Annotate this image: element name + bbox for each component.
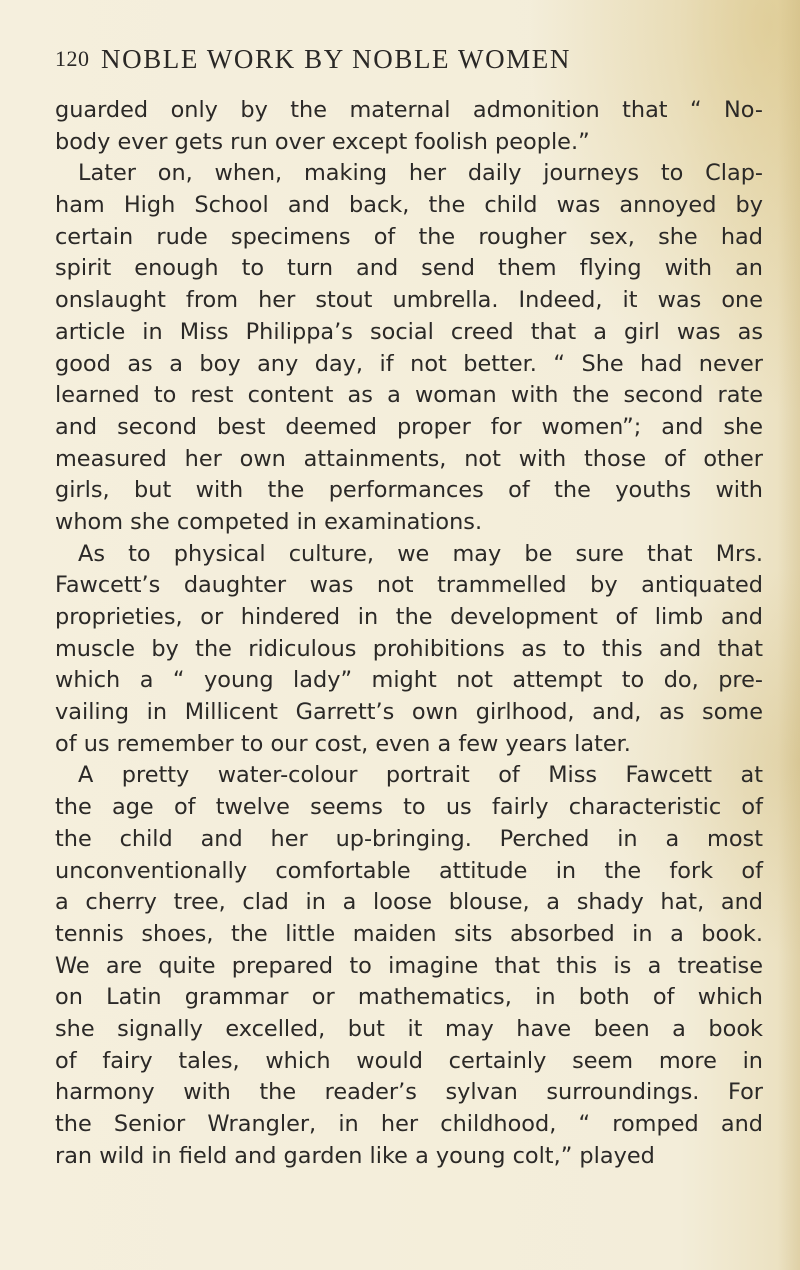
- text-line: article in Miss Philippa’s social creed that a girl was as: [55, 318, 763, 345]
- text-line: ran wild in field and garden like a young colt,” played: [55, 1142, 655, 1169]
- text-line: body ever gets run over except foolish people.”: [55, 128, 590, 155]
- page-number: 120: [55, 46, 90, 71]
- text-line: whom she competed in examinations.: [55, 508, 483, 535]
- text-line: the child and her up-bringing. Perched in a most: [55, 825, 763, 852]
- text-line: muscle by the ridiculous prohibitions as to this and that: [55, 635, 763, 662]
- text-line: learned to rest content as a woman with the second rate: [55, 382, 763, 409]
- text-line: Fawcett’s daughter was not trammelled by antiquated: [55, 572, 763, 599]
- text-line: good as a boy any day, if not better. “ She had never: [55, 350, 763, 377]
- text-line: girls, but with the performances of the youths with: [55, 477, 763, 504]
- page-edge-shading: [778, 0, 800, 1270]
- text-line: of us remember to our cost, even a few years later.: [55, 730, 631, 757]
- text-line: and second best deemed proper for women”; and she: [55, 413, 763, 440]
- text-line: harmony with the reader’s sylvan surroundings. For: [55, 1079, 763, 1106]
- text-line: the age of twelve seems to us fairly characteristic of: [55, 794, 763, 821]
- text-line: ham High School and back, the child was annoyed by: [55, 192, 763, 219]
- running-head: NOBLE WORK BY NOBLE WOMEN: [101, 44, 571, 74]
- text-line: tennis shoes, the little maiden sits absorbed in a book.: [55, 920, 763, 947]
- text-line: guarded only by the maternal admonition that “ No-: [55, 97, 763, 123]
- text-line: the Senior Wrangler, in her childhood, “ romped and: [55, 1111, 763, 1137]
- text-line: a cherry tree, clad in a loose blouse, a shady hat, and: [55, 889, 763, 916]
- text-line: on Latin grammar or mathematics, in both of which: [55, 984, 763, 1011]
- body-text: [55, 95, 763, 1172]
- text-line: of fairy tales, which would certainly seem more in: [55, 1047, 763, 1074]
- text-line: As to physical culture, we may be sure that Mrs.: [78, 540, 763, 567]
- text-line: vailing in Millicent Garrett’s own girlhood, and, as some: [55, 699, 763, 726]
- text-line: proprieties, or hindered in the development of limb and: [55, 604, 763, 630]
- text-line: spirit enough to turn and send them flying with an: [55, 255, 763, 282]
- text-line: which a “ young lady” might not attempt to do, pre-: [55, 667, 763, 694]
- text-line: she signally excelled, but it may have been a book: [55, 1015, 763, 1042]
- text-line: Later on, when, making her daily journeys to Clap-: [78, 160, 763, 187]
- page-header: [55, 44, 755, 78]
- text-line: We are quite prepared to imagine that this is a treatise: [55, 952, 763, 979]
- text-line: measured her own attainments, not with those of other: [55, 445, 763, 472]
- text-line: certain rude specimens of the rougher sex, she had: [55, 223, 763, 250]
- text-line: unconventionally comfortable attitude in the fork of: [55, 857, 763, 884]
- text-line: A pretty water-colour portrait of Miss Fawcett at: [78, 762, 763, 789]
- text-line: onslaught from her stout umbrella. Indeed, it was one: [55, 287, 763, 314]
